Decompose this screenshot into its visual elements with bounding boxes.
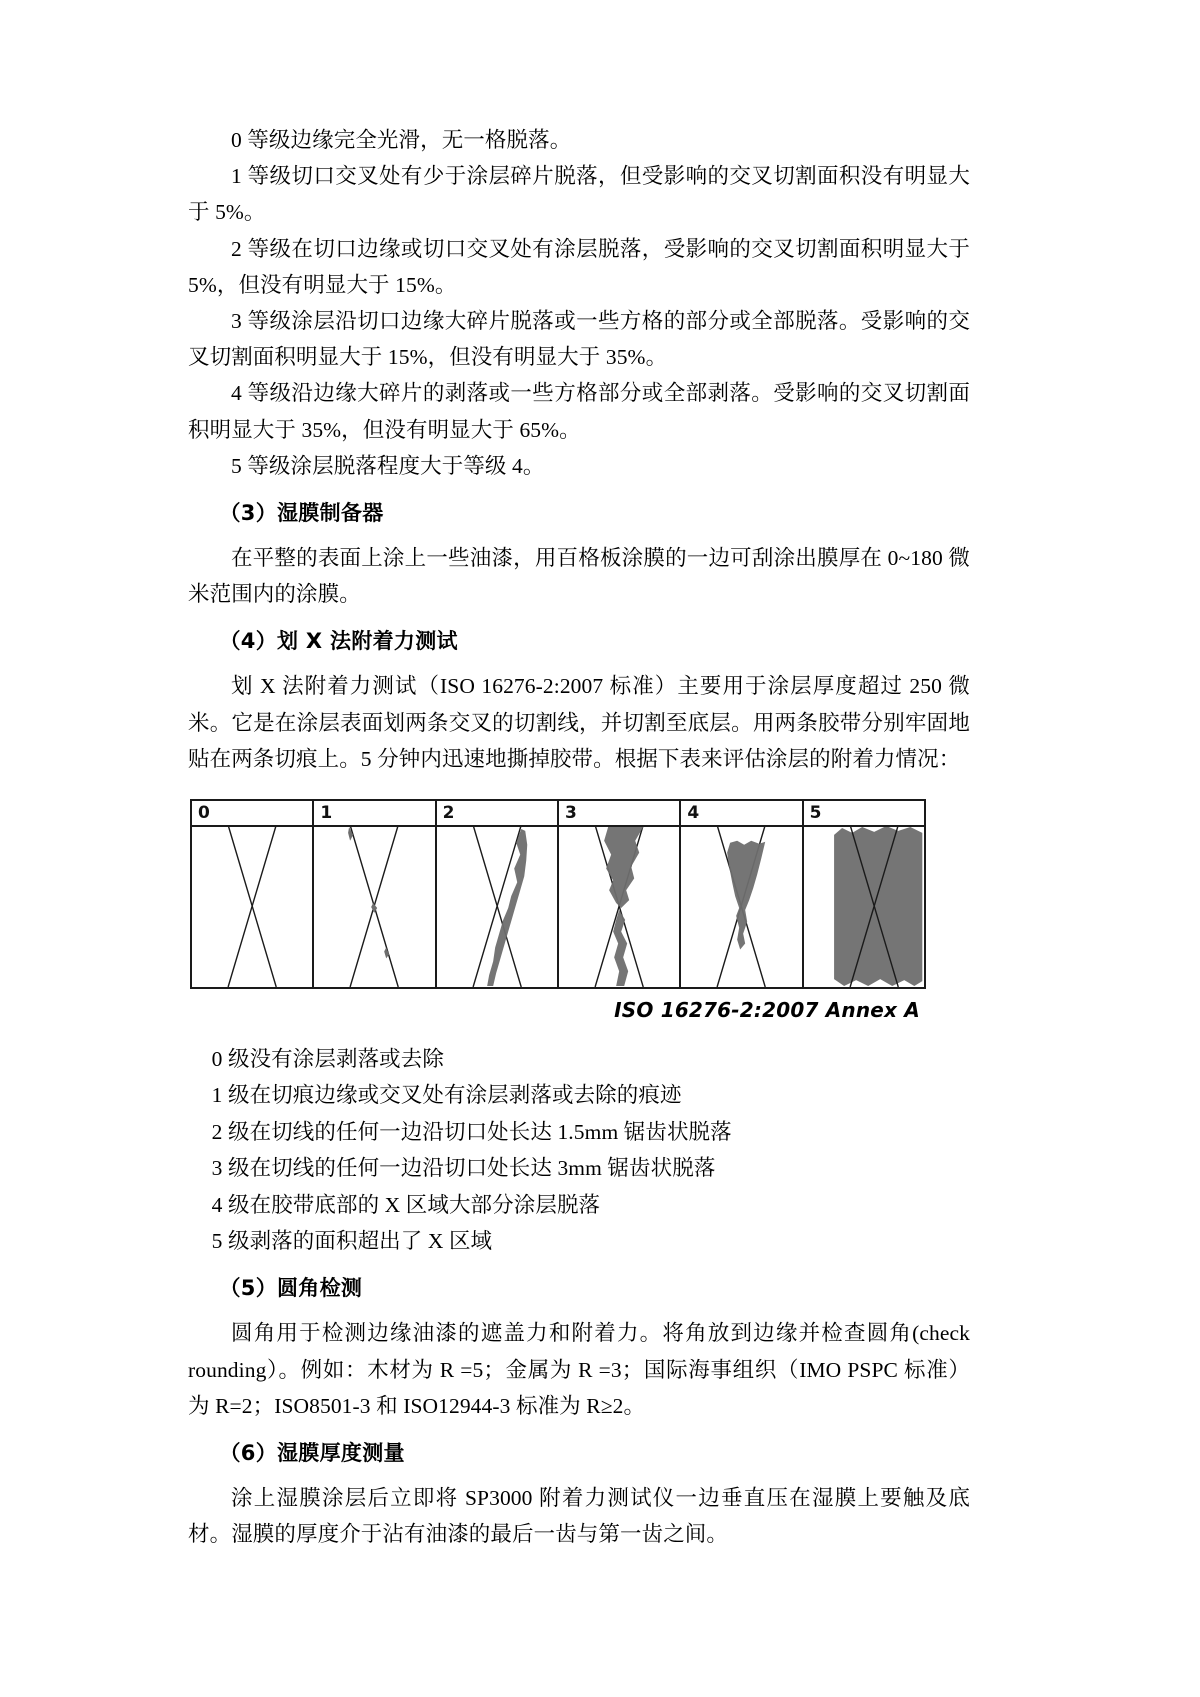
section-body-4: 划 X 法附着力测试（ISO 16276-2:2007 标准）主要用于涂层厚度超过 250 微米。它是在涂层表面划两条交叉的切割线，并切割至底层。用两条胶带分别牢固地贴在两条切痕上。5 分钟内迅速地撕掉胶带。根据下表来评估涂层的附着力情况： <box>188 674 970 771</box>
xcut-art-1 <box>314 825 434 987</box>
paragraph-grade-3: 3 等级涂层沿切口边缘大碎片脱落或一些方格的部分或全部脱落。受影响的交叉切割面积明显大于 15%，但没有明显大于 35%。 <box>188 309 970 370</box>
cell-label-rule-2 <box>437 801 557 827</box>
xcut-art-2 <box>437 825 557 987</box>
cell-label-rule-3 <box>559 801 679 827</box>
rating-cell-3 <box>559 801 681 987</box>
xcut-grade-list <box>188 1041 970 1259</box>
xcut-art-3 <box>559 825 679 987</box>
paragraph-grade-4: 4 等级沿边缘大碎片的剥落或一些方格部分或全部剥落。受影响的交叉切割面积明显大于 35%，但没有明显大于 65%。 <box>188 381 970 442</box>
paragraph-grade-0: 0 等级边缘完全光滑，无一格脱落。 <box>231 128 572 152</box>
xcut-grade-item-1: 1 级在切痕边缘或交叉处有涂层剥落或去除的痕迹 <box>211 1083 682 1108</box>
paragraph-grade-5: 5 等级涂层脱落程度大于等级 4。 <box>231 453 545 478</box>
section-body-3: 在平整的表面上涂上一些油漆，用百格板涂膜的一边可刮涂出膜厚在 0~180 微米范围内的涂膜。 <box>188 546 970 607</box>
xcut-art-4 <box>681 825 801 987</box>
rating-cell-1 <box>314 801 436 987</box>
xcut-rating-figure <box>190 799 926 1027</box>
section-heading-6: （6）湿膜厚度测量 <box>219 1441 405 1466</box>
rating-label-5: 5 <box>809 803 822 824</box>
xcut-art-0 <box>192 825 312 987</box>
section-heading-4: （4）划 X 法附着力测试 <box>219 629 458 654</box>
cell-label-rule-0 <box>192 801 312 827</box>
xcut-grade-item-2: 2 级在切线的任何一边沿切口处长达 1.5mm 锯齿状脱落 <box>211 1119 732 1144</box>
rating-cell-2 <box>437 801 559 987</box>
rating-cell-5 <box>804 801 924 987</box>
xcut-grade-item-0: 0 级没有涂层剥落或去除 <box>211 1047 444 1072</box>
rating-cell-0 <box>192 801 314 987</box>
section-body-5: 圆角用于检测边缘油漆的遮盖力和附着力。将角放到边缘并检查圆角(check rounding）。例如：木材为 R =5；金属为 R =3；国际海事组织（IMO PSPC 标准）为 R=2；ISO8501-3 和 ISO12944-3 标准为 R≥2。 <box>188 1321 970 1418</box>
rating-label-2: 2 <box>442 803 455 824</box>
xcut-grade-item-4: 4 级在胶带底部的 X 区域大部分涂层脱落 <box>211 1192 601 1217</box>
figure-caption: ISO 16276-2:2007 Annex A <box>614 998 920 1023</box>
xcut-art-5 <box>804 825 924 987</box>
section-heading-3: （3）湿膜制备器 <box>219 501 384 526</box>
section-heading-5: （5）圆角检测 <box>219 1276 363 1301</box>
grading-paragraph-block <box>188 122 970 484</box>
cell-label-rule-5 <box>804 801 924 827</box>
xcut-grade-item-3: 3 级在切线的任何一边沿切口处长达 3mm 锯齿状脱落 <box>211 1156 716 1181</box>
section-body-6: 涂上湿膜涂层后立即将 SP3000 附着力测试仪一边垂直压在湿膜上要触及底材。湿膜的厚度介于沾有油漆的最后一齿与第一齿之间。 <box>188 1486 970 1547</box>
xcut-rating-table <box>190 799 926 989</box>
rating-label-3: 3 <box>564 803 577 824</box>
rating-label-4: 4 <box>687 803 700 824</box>
rating-label-1: 1 <box>320 803 333 824</box>
paragraph-grade-2: 2 等级在切口边缘或切口交叉处有涂层脱落，受影响的交叉切割面积明显大于 5%，但没有明显大于 15%。 <box>188 236 970 297</box>
cell-label-rule-4 <box>681 801 801 827</box>
paragraph-grade-1: 1 等级切口交叉处有少于涂层碎片脱落，但受影响的交叉切割面积没有明显大于 5%。 <box>188 164 970 225</box>
rating-cell-4 <box>681 801 803 987</box>
cell-label-rule-1 <box>314 801 434 827</box>
rating-label-0: 0 <box>198 803 210 824</box>
xcut-grade-item-5: 5 级剥落的面积超出了 X 区域 <box>211 1229 493 1254</box>
